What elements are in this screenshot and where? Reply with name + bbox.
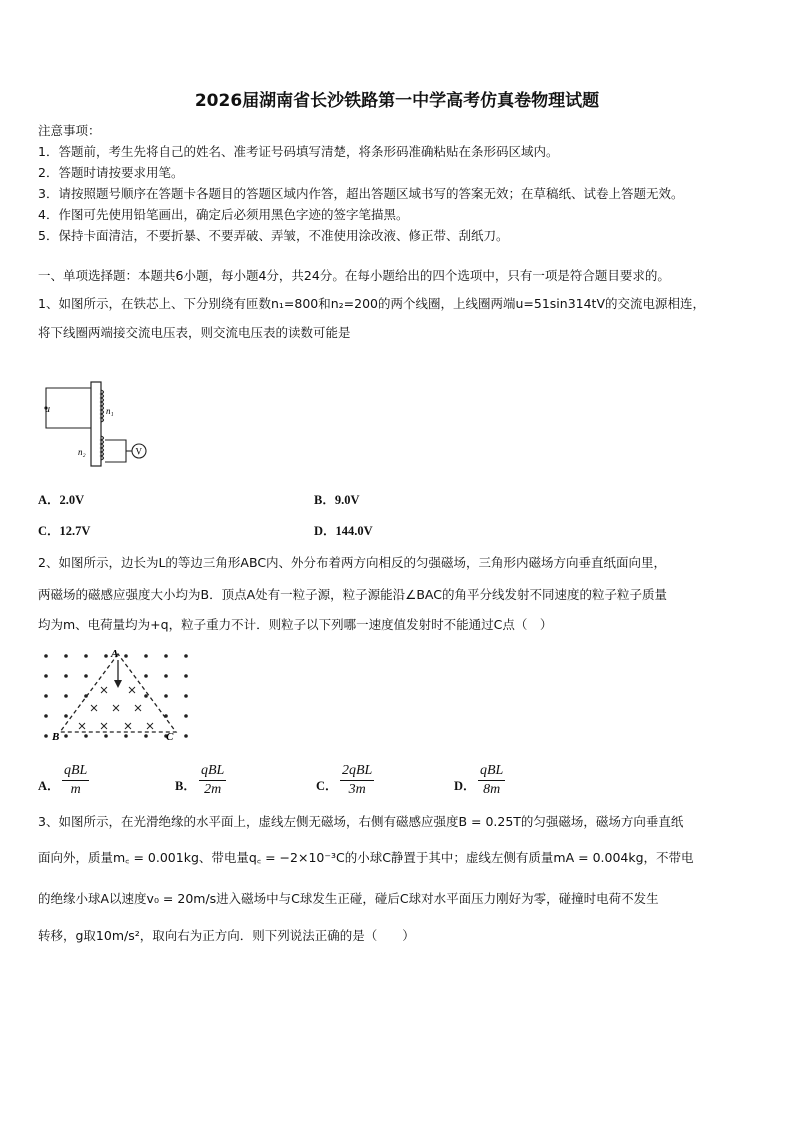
coil-label-n2: n₂ [78, 447, 86, 457]
field-dot [164, 694, 168, 698]
q1-option-a[interactable]: A．2.0V [38, 493, 85, 507]
q3-stem-line: 转移，g取10m/s²，取向右为正方向．则下列说法正确的是（ ） [38, 928, 415, 943]
field-dot [184, 694, 188, 698]
field-dot [84, 654, 88, 658]
fraction-denominator: 3m [348, 782, 366, 797]
page-title: 2026届湖南省长沙铁路第一中学高考仿真卷物理试题 [194, 91, 600, 111]
source-label-u: u [45, 404, 50, 415]
q1-option-c[interactable]: C．12.7V [38, 524, 91, 538]
field-dot [44, 714, 48, 718]
section-heading: 一、单项选择题：本题共6小题，每小题4分，共24分。在每小题给出的四个选项中，只有一项是符合题目要求的。 [38, 268, 670, 283]
field-dot [184, 674, 188, 678]
field-dot [44, 674, 48, 678]
field-dot [164, 654, 168, 658]
field-dot [64, 714, 68, 718]
transformer-figure [38, 378, 158, 470]
field-dot [144, 674, 148, 678]
option-fraction [340, 762, 374, 799]
fraction-numerator: qBL [478, 762, 505, 781]
field-dot [64, 654, 68, 658]
coil-label-n1: n₁ [106, 406, 114, 416]
fraction-numerator: qBL [62, 762, 89, 781]
option-label: A． [38, 779, 60, 793]
field-dot [84, 734, 88, 738]
fraction-denominator: m [70, 782, 81, 797]
option-fraction [62, 762, 89, 799]
iron-core [91, 382, 101, 466]
q2-stem-line: 均为m、电荷量均为+q，粒子重力不计．则粒子以下列哪一速度值发射时不能通过C点（ ） [38, 617, 553, 632]
fraction-numerator: qBL [199, 762, 226, 781]
primary-circuit [46, 388, 91, 428]
field-dot [124, 734, 128, 738]
q1-stem-line: 将下线圈两端接交流电压表，则交流电压表的读数可能是 [38, 325, 351, 340]
field-cross [125, 723, 131, 729]
field-cross [101, 687, 107, 693]
notice-item: 5．保持卡面清洁，不要折暴、不要弄破、弄皱，不准使用涂改液、修正带、刮纸刀。 [38, 228, 509, 243]
field-out-dots [44, 654, 188, 738]
field-dot [144, 694, 148, 698]
field-dot [184, 654, 188, 658]
option-label: C． [316, 779, 338, 793]
field-dot [64, 734, 68, 738]
q3-stem-line: 的绝缘小球A以速度v₀ = 20m/s进入磁场中与C球发生正碰，碰后C球对水平面压力刚好为零，碰撞时电荷不发生 [38, 891, 659, 906]
field-dot [144, 654, 148, 658]
q3-stem-line: 3、如图所示，在光滑绝缘的水平面上，虚线左侧无磁场，右侧有磁感应强度B = 0.25T的匀强磁场，磁场方向垂直纸 [38, 814, 684, 829]
field-in-crosses [79, 687, 153, 729]
fraction-numerator: 2qBL [340, 762, 374, 781]
field-dot [84, 674, 88, 678]
field-dot [44, 734, 48, 738]
vertex-c-label: C [166, 731, 174, 743]
vertex-a-label: A [111, 648, 119, 660]
field-cross [79, 723, 85, 729]
vertex-b-label: B [52, 731, 60, 743]
field-cross [129, 687, 135, 693]
q1-option-b[interactable]: B．9.0V [314, 493, 360, 507]
field-cross [91, 705, 97, 711]
magnetic-triangle-figure [38, 646, 198, 748]
option-fraction [199, 762, 226, 799]
q2-stem-line: 2、如图所示，边长为L的等边三角形ABC内、外分布着两方向相反的匀强磁场，三角形内磁场方向垂直纸面向里， [38, 555, 667, 570]
fraction-denominator: 8m [483, 782, 501, 797]
notice-item: 4．作图可先使用铅笔画出，确定后必须用黑色字迹的签字笔描黑。 [38, 207, 409, 222]
field-dot [104, 734, 108, 738]
field-dot [164, 674, 168, 678]
voltmeter-label: V [135, 446, 142, 457]
upper-coil [101, 390, 104, 422]
field-dot [64, 674, 68, 678]
field-cross [147, 723, 153, 729]
q3-stem-line: 面向外，质量m꜀ = 0.001kg、带电量q꜀ = −2×10⁻³C的小球C静置于其中；虚线左侧有质量mA = 0.004kg，不带电 [38, 850, 694, 865]
q1-option-d[interactable]: D．144.0V [314, 524, 373, 538]
lower-coil [101, 436, 104, 460]
option-label: B． [175, 779, 196, 793]
option-label: D． [454, 779, 476, 793]
notice-item: 3．请按照题号顺序在答题卡各题目的答题区域内作答，超出答题区域书写的答案无效；在草稿纸、试卷上答题无效。 [38, 186, 684, 201]
field-dot [64, 694, 68, 698]
notice-heading: 注意事项： [38, 123, 101, 138]
fraction-denominator: 2m [204, 782, 222, 797]
field-dot [44, 694, 48, 698]
secondary-circuit [105, 440, 126, 462]
field-cross [135, 705, 141, 711]
field-dot [184, 734, 188, 738]
field-cross [101, 723, 107, 729]
notice-item: 2．答题时请按要求用笔。 [38, 165, 184, 180]
field-cross [113, 705, 119, 711]
notice-item: 1．答题前，考生先将自己的姓名、准考证号码填写清楚，将条形码准确粘贴在条形码区域内。 [38, 144, 559, 159]
q2-stem-line: 两磁场的磁感应强度大小均为B．顶点A处有一粒子源，粒子源能沿∠BAC的角平分线发射不同速度的粒子粒子质量 [38, 587, 667, 602]
field-dot [184, 714, 188, 718]
field-dot [104, 654, 108, 658]
option-fraction [478, 762, 505, 799]
q1-stem-line: 1、如图所示，在铁芯上、下分别绕有匝数n₁=800和n₂=200的两个线圈，上线圈两端u=51sin314tV的交流电源相连， [38, 296, 706, 311]
field-dot [144, 734, 148, 738]
field-dot [44, 654, 48, 658]
field-dot [124, 654, 128, 658]
